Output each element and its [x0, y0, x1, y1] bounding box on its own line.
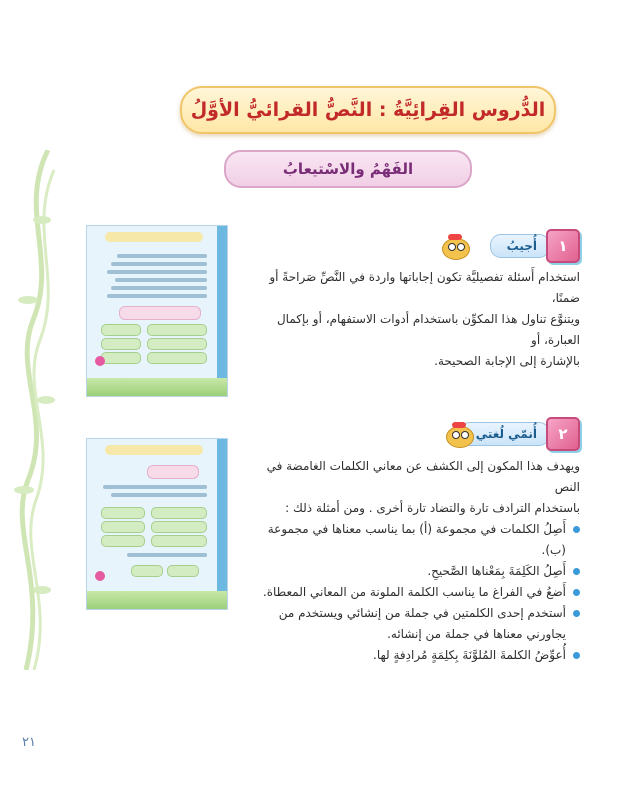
section-1-header — [490, 232, 580, 260]
page-title: الدُّروس القِرائِيَّةُ : النَّصُّ القرائيُّ الأوَّلُ — [190, 99, 546, 121]
section-1-number: ١ — [546, 229, 580, 263]
bullet-item: أَصِلُ الكلمات في مجموعة (أ) بما يناسب معناها في مجموعة (ب). — [240, 519, 580, 561]
section-2-header — [459, 420, 580, 448]
page-subtitle: الفَهْمُ والاسْتيعابُ — [282, 160, 414, 178]
section-1-line: ويتنوَّع تناول هذا المكوِّن باستخدام أدوات الاستفهام، أو بإكمال العبارة، أو — [276, 312, 580, 347]
bullet-item: أَضعُ في الفراغ ما يناسب الكلمة الملونة من المعاني المعطاة. — [240, 582, 580, 603]
section-2-line: باستخدام الترادف تارة والتضاد تارة أخرى . ومن أمثلة ذلك : — [285, 501, 580, 515]
page-number: ٢١ — [22, 735, 36, 750]
bullet-item: أَصِلُ الكَلِمَةَ بِمَعْناها الصَّحيحِ. — [240, 561, 580, 582]
section-1-line: بالإشارة إلى الإجابة الصحيحة. — [434, 354, 580, 368]
section-1-text — [240, 267, 580, 372]
bullet-item: أستخدم إحدى الكلمتين في جملة من إنشائي ويستخدم من يجاورني معناها في جملة من إنشائه. — [240, 603, 580, 645]
section-2-line: ويهدف هذا المكون إلى الكشف عن معاني الكلمات الغامضة في النص — [266, 459, 580, 494]
title-banner — [180, 86, 556, 134]
bullet-item: أُعوِّضُ الكلمةَ المُلوَّنَةَ بِكلِمَةٍ مُرادِفةٍ لها. — [240, 645, 580, 666]
mascot-icon — [438, 234, 472, 260]
section-2-label: أُنمّي لُغتي — [459, 422, 550, 446]
preview-thumbnail-2 — [86, 438, 228, 610]
section-2-number: ٢ — [546, 417, 580, 451]
subtitle-banner — [224, 150, 472, 188]
section-1-label: أُجيبُ — [490, 234, 550, 258]
preview-thumbnail-1 — [86, 225, 228, 397]
mascot-icon — [442, 422, 476, 448]
vine-decoration — [8, 150, 68, 670]
section-1-line: استخدام أَسئلة تفصيليَّة تكون إجاباتها واردة في النَّصِّ صَراحةً أو ضمنًا، — [269, 270, 580, 305]
section-2-text — [240, 456, 580, 666]
